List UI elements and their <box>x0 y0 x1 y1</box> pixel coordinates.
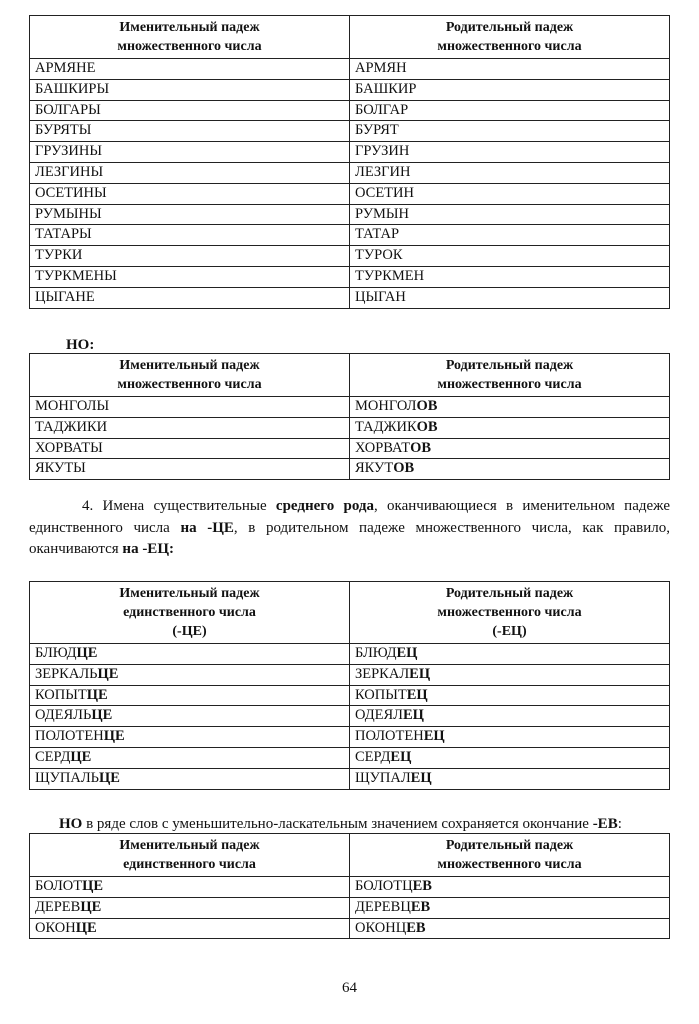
table-cell: ЯКУТЫ <box>30 459 350 480</box>
table-cell: ГРУЗИНЫ <box>30 142 350 163</box>
table-cell: ДЕРЕВЦЕВ <box>350 897 670 918</box>
table-cell: БЛЮДЦЕ <box>30 644 350 665</box>
table-cell: ТУРКИ <box>30 246 350 267</box>
table-row <box>30 747 670 768</box>
table-cell: ТАДЖИКОВ <box>350 417 670 438</box>
table-row <box>30 266 670 287</box>
table-row <box>30 142 670 163</box>
table-row <box>30 727 670 748</box>
table-cell: ТАДЖИКИ <box>30 417 350 438</box>
table-row <box>30 162 670 183</box>
table-row <box>30 100 670 121</box>
table-cell: КОПЫТЦЕ <box>30 685 350 706</box>
table-cell: МОНГОЛЫ <box>30 397 350 418</box>
table-cell: БУРЯТЫ <box>30 121 350 142</box>
header-genitive-plural: Родительный падеж множественного числа <box>350 354 670 397</box>
table-cell: СЕРДЦЕ <box>30 747 350 768</box>
table-cell: ТАТАРЫ <box>30 225 350 246</box>
table-cell: БАШКИРЫ <box>30 79 350 100</box>
table-cell: КОПЫТЕЦ <box>350 685 670 706</box>
table-header-row <box>30 582 670 644</box>
table-row <box>30 397 670 418</box>
table-cell: БУРЯТ <box>350 121 670 142</box>
table-cell: ЯКУТОВ <box>350 459 670 480</box>
table-cell: ТУРОК <box>350 246 670 267</box>
table-cell: ЦЫГАН <box>350 287 670 308</box>
header-nominative-singular: Именительный падеж единственного числа (-ЦЕ) <box>30 582 350 644</box>
table-row <box>30 685 670 706</box>
table-row <box>30 183 670 204</box>
table-cell: ХОРВАТЫ <box>30 438 350 459</box>
table-cell: ДЕРЕВЦЕ <box>30 897 350 918</box>
table-cell: БОЛОТЦЕ <box>30 877 350 898</box>
table-row <box>30 644 670 665</box>
table-row <box>30 918 670 939</box>
table-cell: ОСЕТИНЫ <box>30 183 350 204</box>
table-cell: БОЛОТЦЕВ <box>350 877 670 898</box>
table-cell: ГРУЗИН <box>350 142 670 163</box>
table-cell: БАШКИР <box>350 79 670 100</box>
table-row <box>30 246 670 267</box>
table-diminutive-ev <box>29 833 670 939</box>
table-cell: ОСЕТИН <box>350 183 670 204</box>
table-row <box>30 877 670 898</box>
header-nominative-singular: Именительный падеж единственного числа <box>30 834 350 877</box>
table-cell: ТУРКМЕНЫ <box>30 266 350 287</box>
table-row <box>30 287 670 308</box>
table-cell: ОДЕЯЛЕЦ <box>350 706 670 727</box>
table-cell: ОДЕЯЛЬЦЕ <box>30 706 350 727</box>
table-cell: ЗЕРКАЛЬЦЕ <box>30 664 350 685</box>
header-genitive-plural: Родительный падеж множественного числа <box>350 16 670 59</box>
table-cell: ХОРВАТОВ <box>350 438 670 459</box>
table-cell: ОКОНЦЕ <box>30 918 350 939</box>
table-cell: ОКОНЦЕВ <box>350 918 670 939</box>
table-cell: РУМЫНЫ <box>30 204 350 225</box>
table-exceptions-ov <box>29 353 670 480</box>
table-row <box>30 664 670 685</box>
table-cell: ТУРКМЕН <box>350 266 670 287</box>
rule-paragraph: 4. Имена существительные среднего рода, оканчивающиеся в именительном падеже единственного числа на -ЦЕ, в родительном падеже множественного числа, как правило, оканчиваются на -ЕЦ: <box>29 498 671 557</box>
table-cell: АРМЯН <box>350 59 670 80</box>
table-row <box>30 438 670 459</box>
exception-label: НО: <box>66 337 95 353</box>
table-header-row <box>30 834 670 877</box>
header-genitive-plural: Родительный падеж множественного числа (-ЕЦ) <box>350 582 670 644</box>
table-row <box>30 768 670 789</box>
header-nominative-plural: Именительный падеж множественного числа <box>30 16 350 59</box>
table-cell: ЛЕЗГИН <box>350 162 670 183</box>
table-row <box>30 79 670 100</box>
table-row <box>30 459 670 480</box>
header-nominative-plural: Именительный падеж множественного числа <box>30 354 350 397</box>
table-cell: РУМЫН <box>350 204 670 225</box>
table-cell: ЩУПАЛЬЦЕ <box>30 768 350 789</box>
table-cell: ПОЛОТЕНЦЕ <box>30 727 350 748</box>
table-cell: БОЛГАРЫ <box>30 100 350 121</box>
table-row <box>30 59 670 80</box>
table-row <box>30 417 670 438</box>
table-cell: ПОЛОТЕНЕЦ <box>350 727 670 748</box>
table-header-row <box>30 16 670 59</box>
table-neuter-tse <box>29 581 670 790</box>
table-cell: СЕРДЕЦ <box>350 747 670 768</box>
table-row <box>30 706 670 727</box>
table-cell: ЦЫГАНЕ <box>30 287 350 308</box>
table-cell: ТАТАР <box>350 225 670 246</box>
table-cell: ЩУПАЛЕЦ <box>350 768 670 789</box>
page-number: 64 <box>342 980 357 996</box>
table-row <box>30 897 670 918</box>
table-cell: ЗЕРКАЛЕЦ <box>350 664 670 685</box>
exception-paragraph: НО в ряде слов с уменьшительно-ласкательным значением сохраняется окончание -ЕВ: <box>59 816 622 832</box>
table-cell: БОЛГАР <box>350 100 670 121</box>
header-genitive-plural: Родительный падеж множественного числа <box>350 834 670 877</box>
table-cell: БЛЮДЕЦ <box>350 644 670 665</box>
table-header-row <box>30 354 670 397</box>
table-nationalities <box>29 15 670 309</box>
table-row <box>30 121 670 142</box>
table-row <box>30 204 670 225</box>
table-cell: АРМЯНЕ <box>30 59 350 80</box>
table-cell: МОНГОЛОВ <box>350 397 670 418</box>
table-cell: ЛЕЗГИНЫ <box>30 162 350 183</box>
table-row <box>30 225 670 246</box>
